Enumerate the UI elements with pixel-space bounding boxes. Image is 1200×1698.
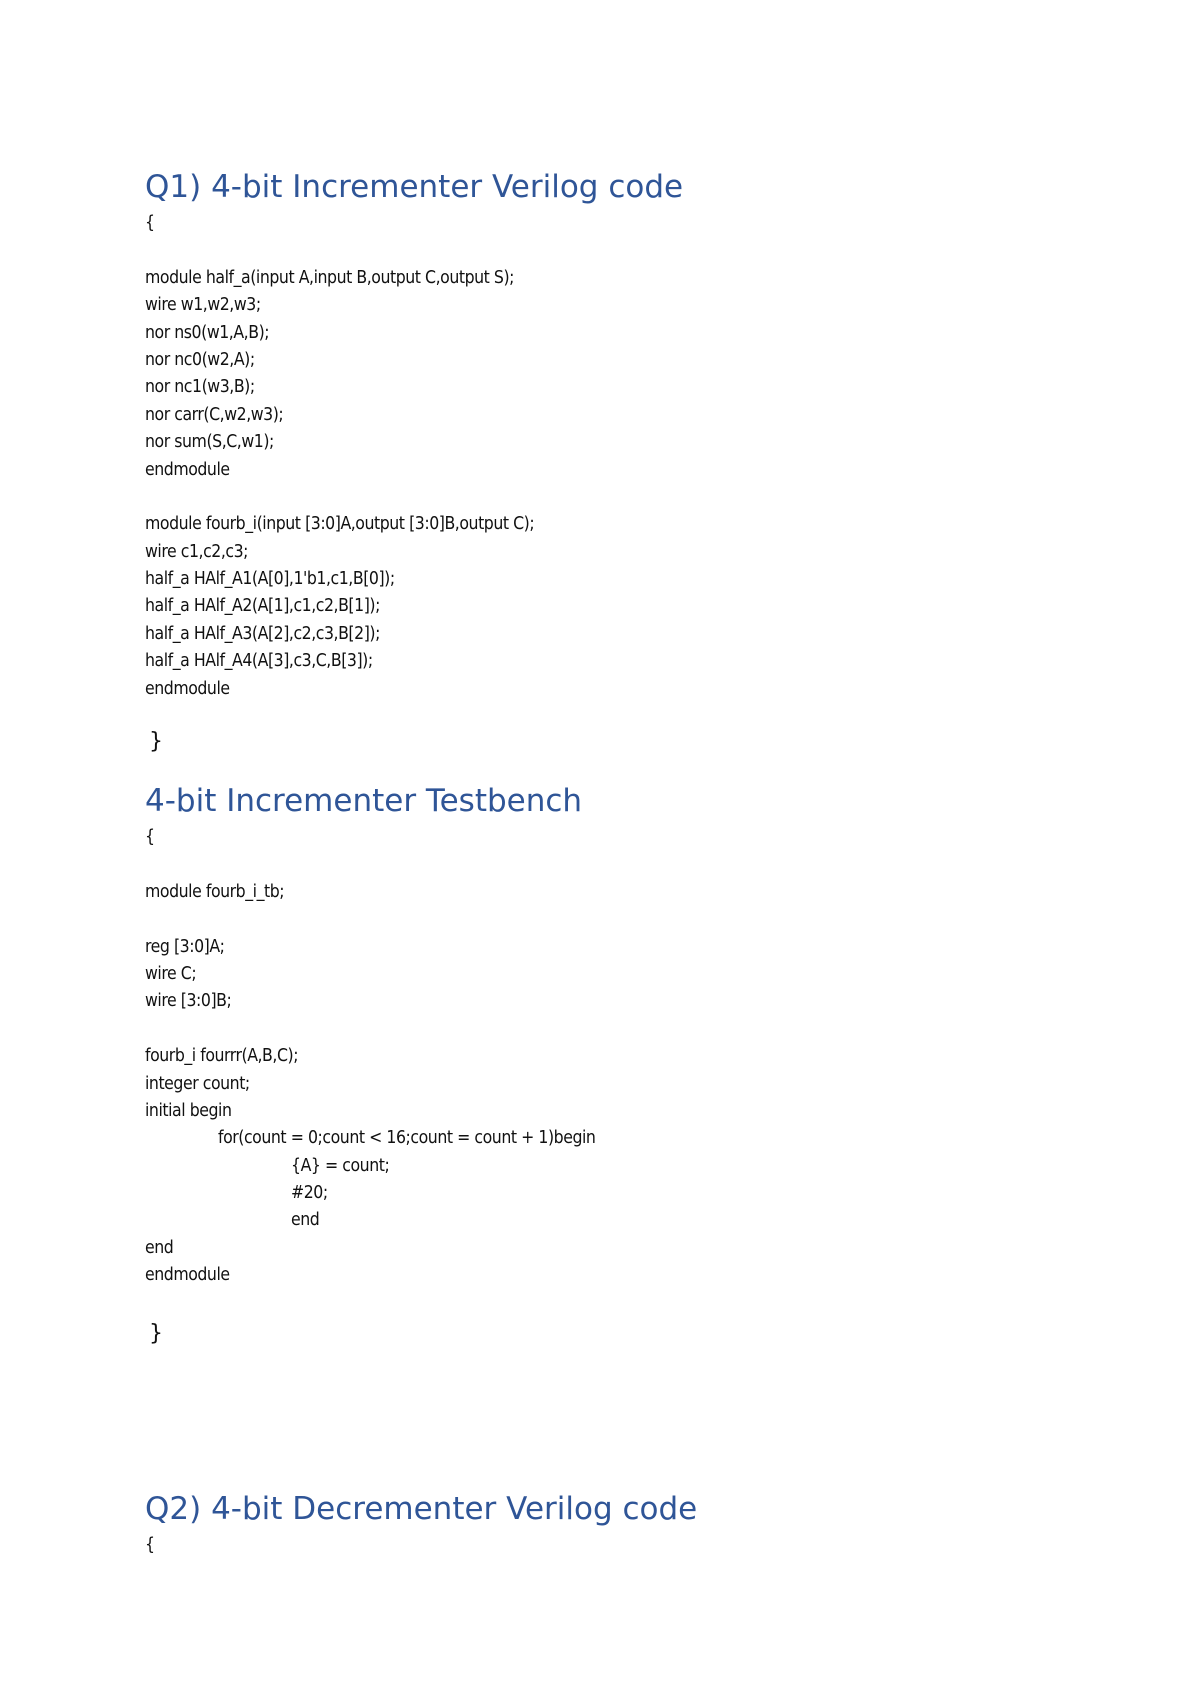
blank-line: [145, 1016, 595, 1043]
code-line: wire w1,w2,w3;: [145, 295, 261, 316]
code-line: endmodule: [145, 459, 230, 480]
code-line: nor carr(C,w2,w3);: [145, 404, 284, 425]
code-line: half_a HAlf_A3(A[2],c2,c3,B[2]);: [145, 623, 380, 644]
code-line: module fourb_i(input [3:0]A,output [3:0]B,output C);: [145, 514, 535, 535]
close-brace: }: [149, 729, 163, 754]
blank-line: [145, 906, 595, 933]
blank-line: [145, 484, 534, 511]
code-line: #20;: [291, 1183, 328, 1204]
code-line: module fourb_i_tb;: [145, 881, 285, 902]
code-line: half_a HAlf_A1(A[0],1'b1,c1,B[0]);: [145, 569, 395, 590]
code-line: endmodule: [145, 678, 230, 699]
code-line: endmodule: [145, 1265, 230, 1286]
code-line: nor nc1(w3,B);: [145, 377, 255, 398]
code-line: wire [3:0]B;: [145, 991, 232, 1012]
code-line: wire C;: [145, 963, 197, 984]
code-line: reg [3:0]A;: [145, 936, 225, 957]
close-brace: }: [149, 1321, 163, 1346]
code-line: nor nc0(w2,A);: [145, 349, 255, 370]
heading-q1-incrementer: Q1) 4-bit Incrementer Verilog code: [145, 169, 684, 205]
code-block-q2: [145, 1532, 155, 1559]
heading-incrementer-testbench: 4-bit Incrementer Testbench: [145, 783, 583, 819]
code-line: nor sum(S,C,w1);: [145, 432, 274, 453]
code-line: end: [291, 1210, 320, 1231]
open-brace: {: [145, 827, 155, 847]
code-line: half_a HAlf_A4(A[3],c3,C,B[3]);: [145, 651, 373, 672]
code-line: module half_a(input A,input B,output C,output S);: [145, 267, 515, 288]
code-line: fourb_i fourrr(A,B,C);: [145, 1046, 299, 1067]
blank-line: [145, 237, 534, 264]
code-line: for(count = 0;count < 16;count = count + 1)begin: [218, 1128, 596, 1149]
code-line: {A} = count;: [291, 1155, 390, 1176]
code-line: wire c1,c2,c3;: [145, 541, 249, 562]
open-brace: {: [145, 213, 155, 233]
code-line: half_a HAlf_A2(A[1],c1,c2,B[1]);: [145, 596, 380, 617]
code-line: end: [145, 1237, 174, 1258]
open-brace: {: [145, 1535, 155, 1555]
code-line: integer count;: [145, 1073, 250, 1094]
blank-line: [145, 851, 595, 878]
heading-q2-decrementer: Q2) 4-bit Decrementer Verilog code: [145, 1491, 698, 1527]
code-line: initial begin: [145, 1100, 232, 1121]
code-block-q1: [145, 210, 534, 703]
code-line: nor ns0(w1,A,B);: [145, 322, 270, 343]
code-block-testbench: [145, 824, 595, 1290]
